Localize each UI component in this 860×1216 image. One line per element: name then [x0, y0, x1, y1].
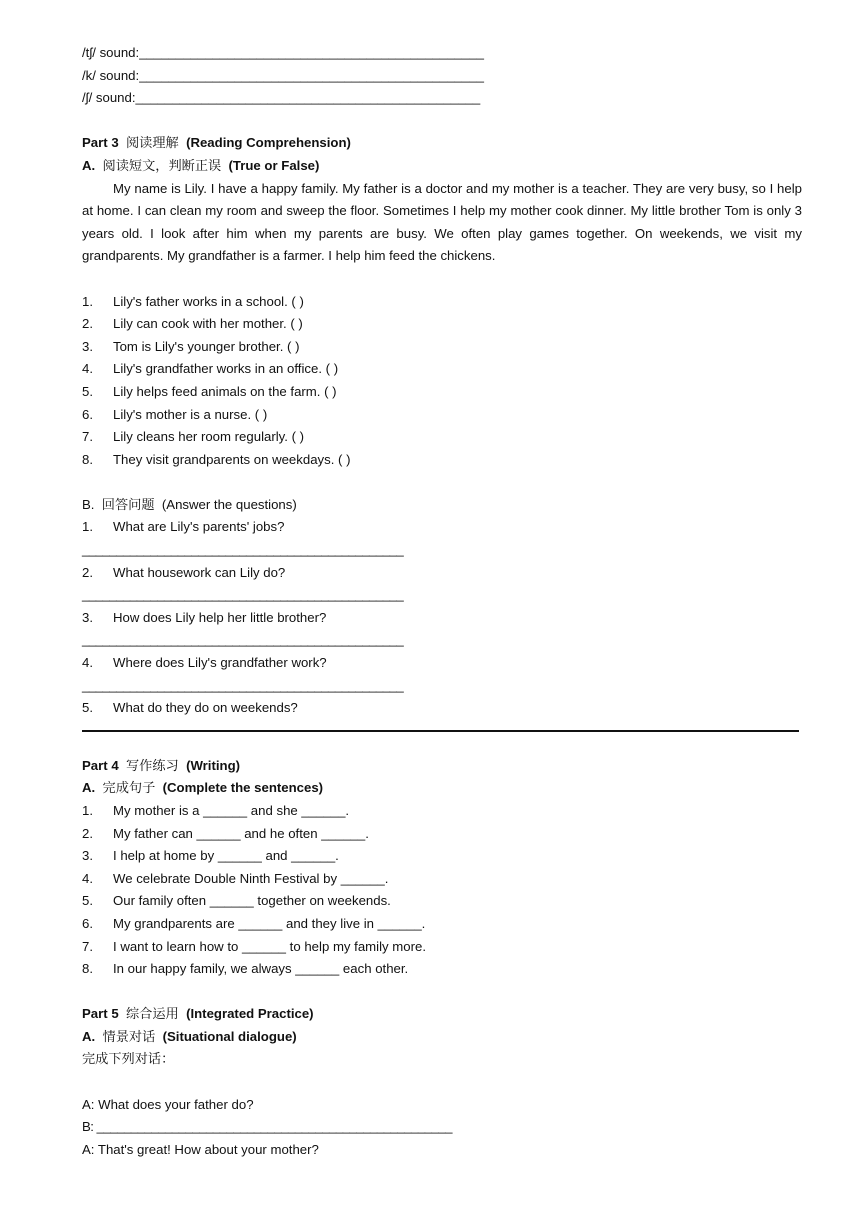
part3-title-cn: 阅读理解 — [125, 136, 179, 152]
list-item: 8. They visit grandparents on weekdays. ( ) — [82, 451, 351, 467]
list-item: 5. What do they do on weekends? — [82, 700, 298, 716]
sound-label: /tʃ/ sound: — [82, 45, 140, 60]
dialogue-line: A: That's great! How about your mother? — [82, 1141, 319, 1157]
dialogue-instruction: 完成下列对话： — [82, 1051, 175, 1067]
list-item: 7. Lily cleans her room regularly. ( ) — [82, 429, 305, 445]
sectionA-title-cn: 阅读短文，判断正误 — [102, 158, 222, 174]
sound-label: /ʃ/ sound: — [82, 90, 136, 106]
sectionB-title-en: (Answer the questions) — [161, 496, 297, 512]
part5-title-cn: 综合运用 — [125, 1007, 179, 1023]
part4-title-en: (Writing) — [186, 757, 241, 773]
part4-prefix: Part 4 — [82, 757, 119, 773]
sectionA-title-en: (True or False) — [228, 157, 320, 173]
sectionB-prefix: B. — [82, 496, 95, 512]
dialogue-line: B: ____________________________________________________ — [82, 1119, 453, 1135]
list-item: 4. Lily's grandfather works in an office. ( ) — [82, 361, 339, 377]
part5-heading — [82, 1003, 802, 1026]
list-item: 8. In our happy family, we always ______ each other. — [82, 961, 409, 977]
list-item: 1. Lily's father works in a school. ( ) — [82, 293, 304, 309]
list-item: 4. We celebrate Double Ninth Festival by ______. — [82, 870, 389, 886]
dialogue — [82, 1094, 802, 1162]
part5-prefix: Part 5 — [82, 1006, 119, 1022]
section-divider — [82, 730, 799, 732]
worksheet-page — [82, 42, 802, 1162]
list-item: 6. My grandparents are ______ and they live in ______. — [82, 915, 426, 931]
list-item: 5. Lily helps feed animals on the farm. ( ) — [82, 383, 337, 399]
part3-sectionA-heading — [82, 155, 802, 178]
answer-line: _______________________________________________ — [82, 587, 404, 603]
list-item: 7. I want to learn how to ______ to help my family more. — [82, 938, 426, 954]
answer-line: _______________________________________________ — [82, 677, 404, 693]
sound-sh-line — [82, 87, 802, 110]
part5-title-en: (Integrated Practice) — [186, 1006, 314, 1022]
sound-k-line — [82, 65, 802, 88]
part3-title-en: (Reading Comprehension) — [186, 135, 351, 151]
part3-sectionB-heading — [82, 494, 802, 517]
sound-blank: _______________________________________________ — [139, 45, 484, 60]
part4-sectionA-heading — [82, 777, 802, 800]
list-item: 1. What are Lily's parents' jobs? — [82, 519, 285, 535]
answer-line: _______________________________________________ — [82, 632, 404, 648]
list-item: 2. Lily can cook with her mother. ( ) — [82, 316, 303, 332]
list-item: 1. My mother is a ______ and she ______. — [82, 803, 350, 818]
sound-blank: _______________________________________________ — [135, 90, 481, 106]
sectionA-title-cn: 完成句子 — [102, 781, 156, 797]
sectionB-title-cn: 回答问题 — [101, 497, 155, 513]
list-item: 5. Our family often ______ together on weekends. — [82, 893, 391, 909]
sectionA-prefix: A. — [82, 157, 96, 173]
part3-heading — [82, 132, 802, 155]
list-item: 4. Where does Lily's grandfather work? — [82, 655, 327, 671]
part3-prefix: Part 3 — [82, 135, 119, 151]
sectionA-title-en: (Situational dialogue) — [162, 1028, 297, 1044]
list-item: 2. What housework can Lily do? — [82, 564, 286, 580]
list-item: 3. Tom is Lily's younger brother. ( ) — [82, 338, 300, 354]
answer-line: _______________________________________________ — [82, 542, 404, 558]
part5-sectionA-heading — [82, 1026, 802, 1049]
sectionA-prefix: A. — [82, 1028, 96, 1044]
list-item: 2. My father can ______ and he often ______. — [82, 825, 369, 841]
sound-blank: _______________________________________________ — [139, 67, 484, 83]
sound-tsh-line — [82, 42, 802, 65]
sectionA-prefix: A. — [82, 780, 96, 796]
list-item: 3. How does Lily help her little brother? — [82, 609, 327, 625]
dialogue-line: A: What does your father do? — [82, 1096, 254, 1112]
sectionA-title-cn: 情景对话 — [102, 1029, 156, 1045]
list-item: 6. Lily's mother is a nurse. ( ) — [82, 406, 268, 422]
reading-passage: My name is Lily. I have a happy family. My father is a doctor and my mother is a teacher. They are very busy, so I help at home. I can clean my room and sweep the floor. Sometimes I help my mother cook dinner. My little brother Tom is only 3 years old. I look after him when my parents are busy. We often play games together. On weekends, we visit my grandparents. My grandfather is a farmer. I help him feed the chickens. — [82, 180, 802, 264]
complete-sentences-list — [82, 800, 802, 981]
part4-title-cn: 写作练习 — [125, 758, 179, 774]
sound-label: /k/ sound: — [82, 67, 140, 83]
true-false-list — [82, 291, 802, 472]
questions-list — [82, 516, 802, 719]
sectionA-title-en: (Complete the sentences) — [162, 780, 324, 796]
list-item: 3. I help at home by ______ and ______. — [82, 848, 339, 864]
part4-heading — [82, 755, 802, 778]
